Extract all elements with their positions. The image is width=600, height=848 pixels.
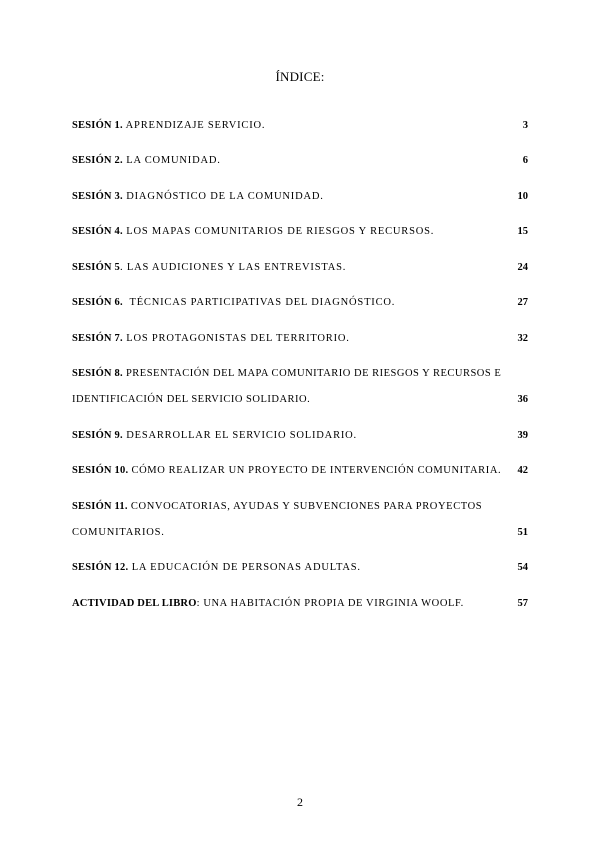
toc-entry-title: CONVOCATORIAS, AYUDAS Y SUBVENCIONES PARA PROYECTOS	[127, 501, 483, 512]
toc-entry-page: 57	[517, 598, 528, 609]
toc-entry-label: SESIÓN 7.	[72, 333, 123, 344]
toc-entry-page: 15	[517, 226, 528, 237]
toc-entry-label: SESIÓN 5	[72, 262, 120, 273]
toc-entry-label: SESIÓN 10.	[72, 465, 129, 476]
toc-entry-title-continued: COMUNITARIOS.	[72, 527, 165, 538]
page-title: ÍNDICE:	[275, 69, 325, 84]
toc-entry-title: LA EDUCACIÓN DE PERSONAS ADULTAS.	[128, 562, 361, 573]
toc-entry-page: 24	[517, 262, 528, 273]
toc-entry-title: . LAS AUDICIONES Y LAS ENTREVISTAS.	[120, 262, 347, 273]
toc-entry-label: SESIÓN 12.	[72, 562, 129, 573]
toc-entry-page: 54	[517, 562, 528, 573]
toc-entry-title: LOS MAPAS COMUNITARIOS DE RIESGOS Y RECURSOS.	[122, 226, 435, 237]
toc-entry-title: PRESENTACIÓN DEL MAPA COMUNITARIO DE RIESGOS Y RECURSOS E	[122, 368, 502, 379]
toc-entry-title: APRENDIZAJE SERVICIO.	[122, 120, 266, 131]
toc-entry-page: 32	[517, 333, 528, 344]
toc-entry-label: SESIÓN 9.	[72, 430, 123, 441]
page-number: 2	[297, 795, 303, 809]
toc-entry-label: SESIÓN 6.	[72, 297, 123, 308]
toc-entry-title: DIAGNÓSTICO DE LA COMUNIDAD.	[122, 191, 324, 202]
toc-entry-page: 39	[517, 430, 528, 441]
toc-entry-label: SESIÓN 8.	[72, 368, 123, 379]
toc-entry-label: SESIÓN 2.	[72, 155, 123, 166]
toc-entry-page: 3	[522, 120, 528, 131]
toc-entry-title: LA COMUNIDAD.	[122, 155, 221, 166]
toc-entry-title: CÓMO REALIZAR UN PROYECTO DE INTERVENCIÓN COMUNITARIA.	[128, 465, 502, 476]
toc-entry-page: 36	[517, 394, 528, 405]
toc-entry-label: SESIÓN 1.	[72, 120, 123, 131]
toc-entry-title-continued: IDENTIFICACIÓN DEL SERVICIO SOLIDARIO.	[72, 394, 311, 405]
toc-entry-page: 51	[517, 527, 528, 538]
toc-entry-label: SESIÓN 11.	[72, 501, 128, 512]
toc-entry-page: 42	[517, 465, 528, 476]
toc-entry-page: 10	[517, 191, 528, 202]
toc-entry-title: : UNA HABITACIÓN PROPIA DE VIRGINIA WOOLF.	[196, 598, 464, 609]
toc-entry-label: SESIÓN 3.	[72, 191, 123, 202]
toc-entry-title: DESARROLLAR EL SERVICIO SOLIDARIO.	[122, 430, 357, 441]
toc-entry-title: TÉCNICAS PARTICIPATIVAS DEL DIAGNÓSTICO.	[122, 297, 396, 308]
toc-entry-page: 27	[517, 297, 528, 308]
toc-entry-title: LOS PROTAGONISTAS DEL TERRITORIO.	[122, 333, 350, 344]
toc-entry-label: SESIÓN 4.	[72, 226, 123, 237]
toc-entry-page: 6	[522, 155, 528, 166]
toc-entry-label: ACTIVIDAD DEL LIBRO	[72, 598, 197, 609]
